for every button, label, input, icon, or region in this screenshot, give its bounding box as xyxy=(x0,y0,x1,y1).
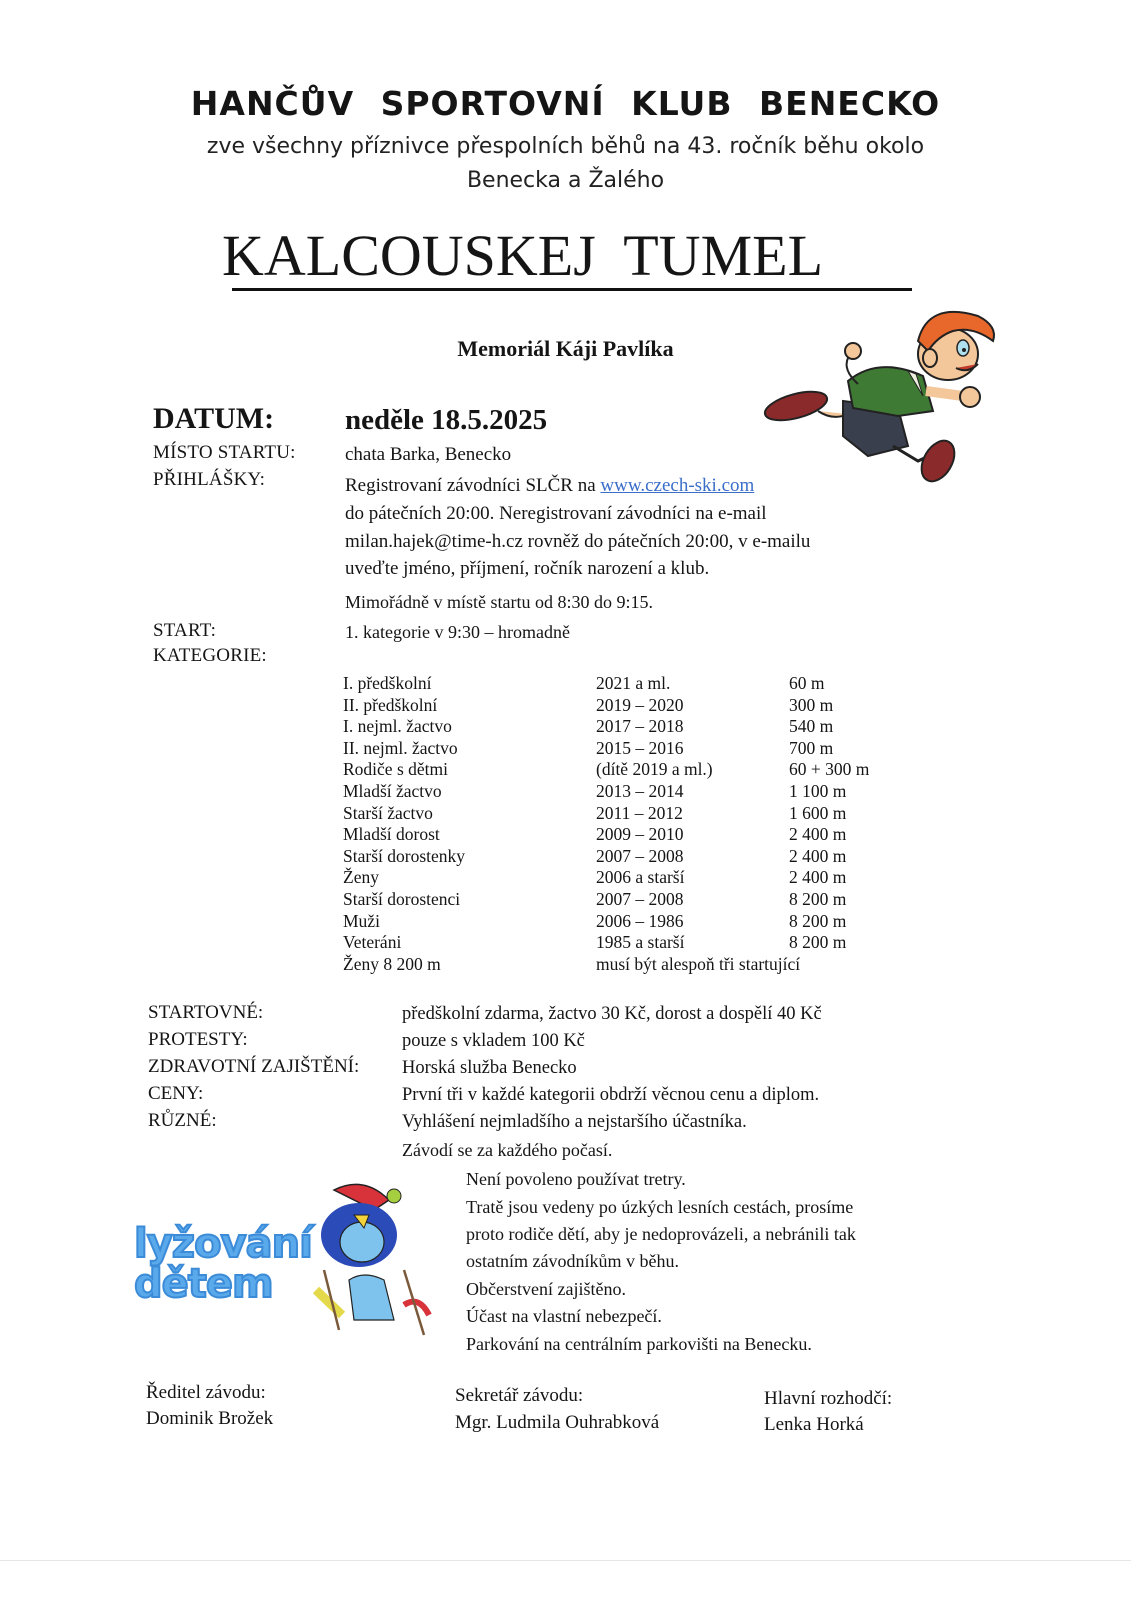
running-boy-illustration xyxy=(758,296,1008,486)
official-name-referee: Lenka Horká xyxy=(764,1414,864,1435)
category-name: Ženy xyxy=(343,867,379,888)
category-years: 2017 – 2018 xyxy=(596,716,684,737)
invitation-line-2: Benecka a Žalého xyxy=(466,168,665,193)
start-label: START: xyxy=(153,620,217,641)
category-years: 2007 – 2008 xyxy=(596,845,684,866)
categories-label: KATEGORIE: xyxy=(153,645,267,666)
registration-label: PŘIHLÁŠKY: xyxy=(153,469,266,490)
czech-ski-link[interactable]: www.czech-ski.com xyxy=(600,475,755,496)
registration-line-2: do pátečních 20:00. Neregistrovaní závodníci na e-mail xyxy=(345,503,767,524)
invitation-line-1: zve všechny příznivce přespolních běhů na 43. ročník běhu okolo xyxy=(206,134,925,159)
title-underline xyxy=(232,288,912,291)
registration-line-1-text: Registrovaní závodníci SLČR na xyxy=(345,475,601,496)
category-years: 2015 – 2016 xyxy=(596,737,684,758)
misc-line: Není povoleno používat tretry. xyxy=(466,1169,686,1189)
misc-line: Závodí se za každého počasí. xyxy=(402,1140,613,1160)
category-years: 2007 – 2008 xyxy=(596,889,684,909)
category-name: Starší dorostenci xyxy=(343,889,461,909)
detail-value: Vyhlášení nejmladšího a nejstaršího účastníka. xyxy=(402,1112,747,1132)
category-years: 2013 – 2014 xyxy=(596,781,684,801)
category-name: Mladší žactvo xyxy=(343,781,442,801)
date-label: DATUM: xyxy=(153,402,275,435)
misc-line: ostatním závodníkům v běhu. xyxy=(466,1251,679,1271)
skiing-lion-icon xyxy=(294,1180,454,1340)
category-name: Rodiče s dětmi xyxy=(343,759,448,780)
page-edge-line xyxy=(0,1560,1131,1561)
category-name: Veteráni xyxy=(343,932,402,953)
misc-line: Parkování na centrálním parkovišti na Benecku. xyxy=(466,1334,812,1354)
detail-value: Horská služba Benecko xyxy=(402,1058,577,1078)
category-distance: 700 m xyxy=(789,737,834,758)
category-name: Ženy 8 200 m xyxy=(343,953,441,974)
category-name: Starší žactvo xyxy=(343,802,433,823)
misc-line: Občerstvení zajištěno. xyxy=(466,1279,626,1299)
detail-value: pouze s vkladem 100 Kč xyxy=(402,1031,585,1051)
category-years: 2019 – 2020 xyxy=(596,694,684,715)
category-distance: 2 400 m xyxy=(789,824,847,845)
misc-line: Tratě jsou vedeny po úzkých lesních cestách, prosíme xyxy=(466,1197,854,1217)
category-name: I. předškolní xyxy=(343,673,432,693)
category-name: I. nejml. žactvo xyxy=(343,716,452,737)
category-distance: 60 m xyxy=(789,673,825,693)
category-distance: 1 100 m xyxy=(789,781,847,801)
start-location-label: MÍSTO STARTU: xyxy=(153,442,296,463)
official-name-secretary: Mgr. Ludmila Ouhrabková xyxy=(455,1412,660,1433)
category-years: 2006 a starší xyxy=(596,867,685,888)
start-value: 1. kategorie v 9:30 – hromadně xyxy=(345,622,570,642)
start-location-value: chata Barka, Benecko xyxy=(345,444,512,465)
event-title: KALCOUSKEJ TUMEL xyxy=(222,223,823,288)
memorial-subtitle: Memoriál Káji Pavlíka xyxy=(457,336,674,361)
category-name: II. nejml. žactvo xyxy=(343,737,458,758)
logo-text-line-2: dětem xyxy=(134,1261,273,1307)
detail-label: STARTOVNÉ: xyxy=(148,1002,264,1023)
category-name: II. předškolní xyxy=(343,694,438,715)
official-role-referee: Hlavní rozhodčí: xyxy=(764,1388,893,1409)
registration-line-5: Mimořádně v místě startu od 8:30 do 9:15. xyxy=(345,592,653,612)
category-years: 2011 – 2012 xyxy=(596,802,683,823)
category-distance: 60 + 300 m xyxy=(789,759,870,780)
official-role-secretary: Sekretář závodu: xyxy=(455,1385,584,1406)
detail-value: předškolní zdarma, žactvo 30 Kč, dorost a dospělí 40 Kč xyxy=(402,1004,822,1024)
registration-line-1 xyxy=(345,475,754,497)
category-distance: 8 200 m xyxy=(789,910,847,931)
logo-text-line-1: lyžování xyxy=(134,1221,312,1267)
category-distance: 8 200 m xyxy=(789,932,847,953)
detail-label: PROTESTY: xyxy=(148,1029,248,1050)
date-value: neděle 18.5.2025 xyxy=(345,404,548,436)
category-years: 1985 a starší xyxy=(596,932,685,953)
official-name-director: Dominik Brožek xyxy=(146,1408,274,1429)
category-distance: 8 200 m xyxy=(789,889,847,909)
detail-label: ZDRAVOTNÍ ZAJIŠTĚNÍ: xyxy=(148,1056,360,1077)
lyzovani-detem-logo xyxy=(134,1180,454,1340)
category-name: Mladší dorost xyxy=(343,824,440,845)
detail-value: První tři v každé kategorii obdrží věcnou cenu a diplom. xyxy=(402,1085,820,1105)
category-distance: 2 400 m xyxy=(789,867,847,888)
detail-label: RŮZNÉ: xyxy=(148,1110,217,1131)
club-name-heading: HANČŮV SPORTOVNÍ KLUB BENECKO xyxy=(190,84,941,123)
category-years: 2009 – 2010 xyxy=(596,824,684,845)
detail-label: CENY: xyxy=(148,1083,204,1104)
category-distance: 2 400 m xyxy=(789,845,847,866)
registration-line-3: milan.hajek@time-h.cz rovněž do pátečních 20:00, v e-mailu xyxy=(345,531,811,552)
category-years: musí být alespoň tři startující xyxy=(596,953,801,974)
category-years: 2021 a ml. xyxy=(596,673,671,693)
misc-line: proto rodiče dětí, aby je nedoprovázeli, a nebránili tak xyxy=(466,1224,856,1244)
category-distance: 1 600 m xyxy=(789,802,847,823)
category-distance: 540 m xyxy=(789,716,834,737)
category-name: Muži xyxy=(343,910,380,931)
misc-line: Účast na vlastní nebezpečí. xyxy=(466,1306,662,1326)
category-years: 2006 – 1986 xyxy=(596,910,684,931)
category-years: (dítě 2019 a ml.) xyxy=(596,759,713,780)
category-distance: 300 m xyxy=(789,694,834,715)
official-role-director: Ředitel závodu: xyxy=(146,1382,266,1403)
category-name: Starší dorostenky xyxy=(343,845,466,866)
registration-line-4: uveďte jméno, příjmení, ročník narození a klub. xyxy=(345,558,710,579)
